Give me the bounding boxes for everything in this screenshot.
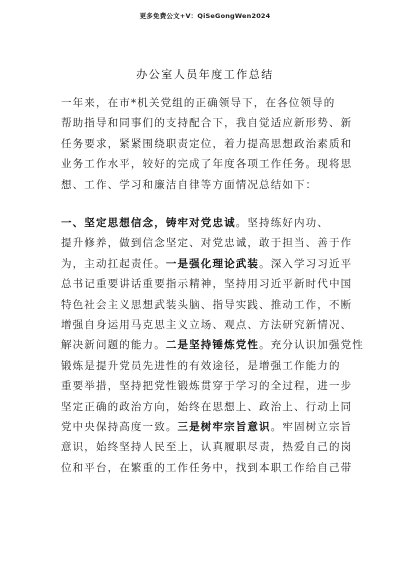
body-text: 总书记重要讲话重要指示精神，坚持用习近平新时代中国 <box>61 278 353 291</box>
section-line <box>61 356 351 376</box>
intro-paragraph <box>61 93 351 195</box>
body-text: 。坚持练好内功、 <box>235 217 329 229</box>
bold-heading-text: 三是树牢宗旨意识 <box>177 420 271 433</box>
bold-heading-text: 一是强化理论武装 <box>165 257 260 270</box>
body-text: 重要举措，坚持把党性锻炼贯穿于学习的全过程，进一步 <box>61 380 353 393</box>
intro-line: 业务工作水平，较好的完成了年度各项工作任务。现将思 <box>61 158 353 171</box>
body-text: 。牢固树立宗旨 <box>270 420 353 433</box>
body-text: 。充分认识加强党性 <box>259 339 364 352</box>
body-text: 意识，始终坚持人民至上，认真履职尽责，热爱自己的岗 <box>61 441 353 454</box>
section-line <box>61 376 351 396</box>
intro-line: 一年来，在市*机关党组的正确领导下，在各位领导的 <box>61 97 336 109</box>
section-line <box>61 335 364 355</box>
bold-heading-text: 一、坚定思想信念，铸牢对党忠诚 <box>61 217 236 229</box>
bold-heading-text: 二是坚持锤炼党性 <box>165 339 260 352</box>
intro-line: 任务要求，紧紧围绕职责定位，着力提高思想政治素质和 <box>61 137 353 150</box>
section-line <box>61 458 351 478</box>
body-text: 增强自身运用马克思主义立场、观点、方法研究新情况、 <box>61 318 353 331</box>
intro-line: 想、工作、学习和廉洁自律等方面情况总结如下： <box>61 178 318 191</box>
body-text: 党中央保持高度一致。 <box>61 420 178 433</box>
body-text: 特色社会主义思想武装头脑、指导实践、推动工作，不断 <box>61 298 353 311</box>
section-line <box>61 417 351 437</box>
body-text: 。深入学习习近平 <box>259 257 353 270</box>
section-line <box>61 397 351 417</box>
section-line <box>61 315 351 335</box>
document-title: 办公室人员年度工作总结 <box>136 68 274 81</box>
section-line <box>61 213 351 233</box>
body-text: 位和平台，在繁重的工作任务中，找到本职工作给自己带 <box>61 461 353 474</box>
section-line <box>61 274 351 294</box>
body-text: 为，主动扛起责任。 <box>61 257 166 270</box>
section-line <box>61 233 351 253</box>
section-line <box>61 437 351 457</box>
body-text: 坚定正确的政治方向，始终在思想上、政治上、行动上同 <box>61 400 353 413</box>
section-line <box>61 295 351 315</box>
section-line <box>61 254 351 274</box>
body-text: 解决新问题的能力。 <box>61 339 166 352</box>
section-one-paragraph <box>61 213 364 478</box>
body-text: 锻炼是提升党员先进性的有效途径，是增强工作能力的 <box>61 359 341 372</box>
body-text: 提升修养，做到信念坚定、对党忠诚，敢于担当、善于作 <box>61 237 353 250</box>
intro-line: 帮助指导和同事们的支持配合下，我自觉适应新形势、新 <box>61 117 353 130</box>
header-note: 更多免费公文+V：QiSeGongWen2024 <box>139 12 271 20</box>
